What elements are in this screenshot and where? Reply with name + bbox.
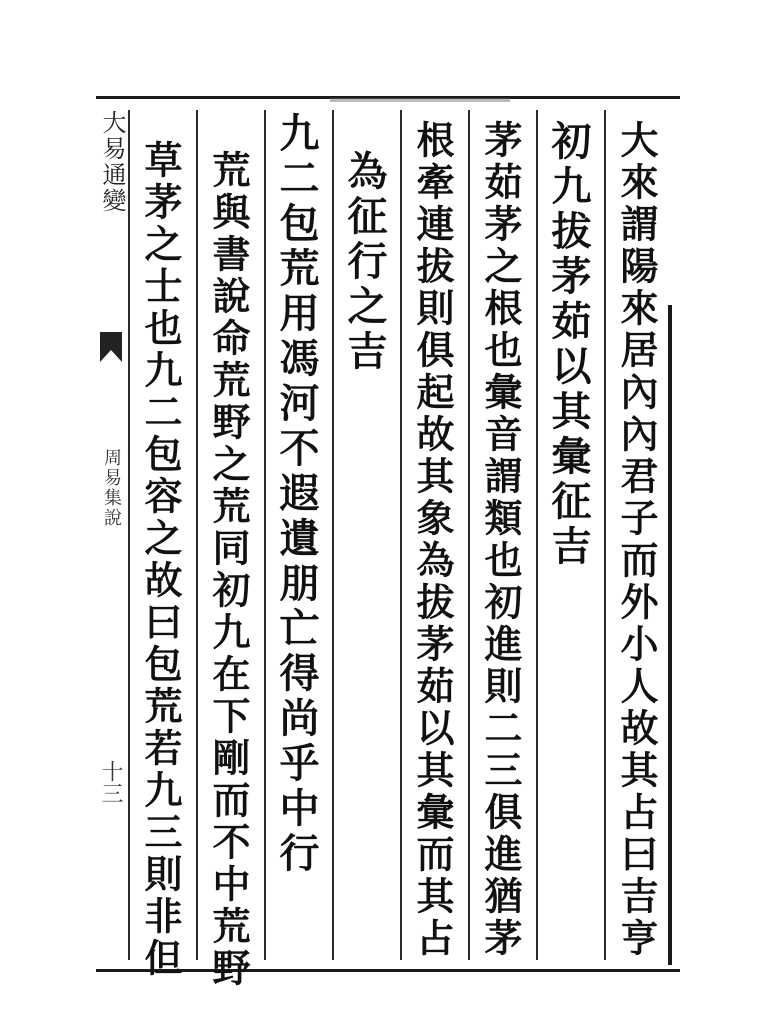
margin-banner: 大易通變	[98, 110, 126, 214]
text-column-5: 為征行之吉	[341, 150, 388, 375]
page-border-right	[668, 305, 682, 965]
text-column-8: 草茅之士也九二包容之故曰包荒若九三則非但	[138, 140, 183, 980]
margin-page-number: 十三	[98, 760, 123, 804]
column-rule	[128, 110, 130, 960]
column-rule	[332, 110, 334, 960]
column-rule	[468, 110, 470, 960]
text-column-1: 大來謂陽來居內內君子而外小人故其占曰吉亨	[614, 120, 659, 960]
text-column-2: 初九拔茅茹以其彙征吉	[545, 120, 592, 570]
text-column-7: 荒與書說命荒野之荒同初九在下剛而不中荒野	[206, 150, 251, 990]
text-column-6: 九二包荒用馮河不遐遺朋亡得尚乎中行	[273, 112, 320, 877]
text-column-3: 茅茹茅之根也彙音謂類也初進則二三俱進猶茅	[478, 120, 523, 960]
column-rule	[196, 110, 198, 960]
margin-book-title: 周易集說	[101, 448, 122, 528]
column-rule	[604, 110, 606, 960]
column-rule	[264, 110, 266, 960]
text-column-4: 根牽連拔則俱起故其象為拔茅茹以其彙而其占	[410, 120, 455, 960]
column-rule	[536, 110, 538, 960]
column-rule	[400, 110, 402, 960]
top-smudge	[330, 98, 510, 102]
